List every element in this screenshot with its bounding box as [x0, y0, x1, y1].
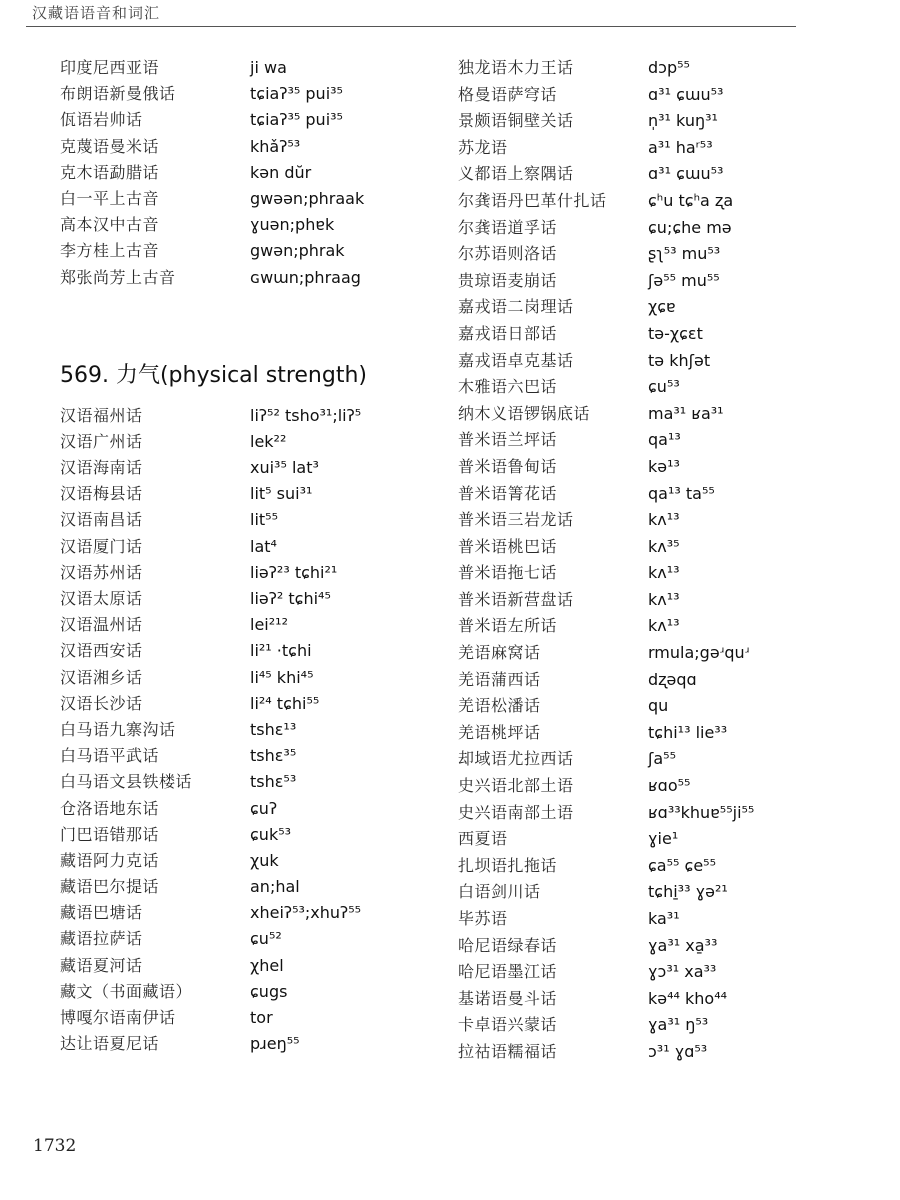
- phonetic-form: xui³⁵ lat³: [250, 458, 319, 478]
- phonetic-form: ji wa: [250, 58, 287, 77]
- language-name: 景颇语铜壁关话: [458, 111, 574, 131]
- language-name: 汉语太原话: [60, 589, 143, 608]
- language-name: 达让语夏尼话: [60, 1034, 160, 1054]
- entry-row: [458, 587, 878, 614]
- section-title: 569. 力气(physical strength): [60, 362, 367, 388]
- language-name: 汉语湘乡话: [60, 667, 143, 687]
- entry-row: [458, 800, 878, 827]
- phonetic-form: kʌ¹³: [648, 563, 680, 583]
- entry-row: [458, 534, 878, 561]
- phonetic-form: ɣa³¹ ŋ⁵³: [648, 1015, 709, 1035]
- language-name: 白语剑川话: [458, 882, 541, 902]
- phonetic-form: ka³¹: [648, 909, 680, 928]
- phonetic-form: li²⁴ tɕhi⁵⁵: [250, 693, 320, 713]
- entry-row: [458, 294, 878, 321]
- language-name: 扎坝语扎拖话: [458, 855, 558, 875]
- phonetic-form: li²¹ ·tɕhi: [250, 641, 312, 661]
- phonetic-form: lit⁵⁵: [250, 510, 278, 530]
- entry-row: [60, 1031, 440, 1057]
- entry-row: [458, 188, 878, 215]
- language-name: 汉语梅县话: [60, 484, 143, 504]
- entry-list-right: [458, 55, 878, 1066]
- entry-row: [458, 640, 878, 667]
- entry-row: [60, 822, 440, 848]
- entry-row: [458, 268, 878, 295]
- phonetic-form: liəʔ² tɕhi⁴⁵: [250, 589, 331, 608]
- header-rule: [26, 26, 796, 27]
- language-name: 独龙语木力王话: [458, 58, 574, 77]
- entry-row: [458, 1012, 878, 1039]
- language-name: 普米语箐花话: [458, 483, 558, 503]
- language-name: 汉语长沙话: [60, 693, 143, 713]
- phonetic-form: tshɛ⁵³: [250, 772, 297, 792]
- phonetic-form: tor: [250, 1008, 273, 1027]
- phonetic-form: ɣie¹: [648, 829, 679, 849]
- language-name: 西夏语: [458, 829, 508, 849]
- language-name: 普米语新营盘话: [458, 589, 574, 609]
- language-name: 高本汉中古音: [60, 215, 160, 235]
- language-name: 克蔑语曼米话: [60, 136, 160, 156]
- phonetic-form: ʁɑo⁵⁵: [648, 776, 691, 796]
- entry-row: [60, 238, 440, 264]
- language-name: 汉语海南话: [60, 458, 143, 478]
- language-name: 普米语鲁甸话: [458, 456, 558, 476]
- language-name: 汉语厦门话: [60, 536, 143, 556]
- entry-row: [60, 796, 440, 822]
- language-name: 尔龚语丹巴革什扎话: [458, 190, 607, 210]
- language-name: 白马语平武话: [60, 746, 160, 766]
- entry-row: [60, 134, 440, 160]
- language-name: 汉语苏州话: [60, 562, 143, 582]
- phonetic-form: tɕiaʔ³⁵ pui³⁵: [250, 110, 343, 130]
- language-name: 普米语拖七话: [458, 563, 558, 583]
- language-name: 白一平上古音: [60, 188, 160, 208]
- language-name: 羌语麻窝话: [458, 643, 541, 663]
- language-name: 羌语蒲西话: [458, 669, 541, 689]
- entry-row: [458, 401, 878, 428]
- language-name: 李方桂上古音: [60, 241, 160, 261]
- phonetic-form: ʂʅ⁵³ mu⁵³: [648, 244, 721, 264]
- entry-row: [60, 55, 440, 81]
- phonetic-form: ɑ³¹ ɕɯu⁵³: [648, 84, 724, 104]
- phonetic-form: ɕu⁵³: [648, 377, 680, 397]
- language-name: 哈尼语绿春话: [458, 935, 558, 955]
- phonetic-form: ʃa⁵⁵: [648, 749, 677, 769]
- phonetic-form: ɣɔ³¹ xa³³: [648, 962, 717, 982]
- entry-row: [60, 979, 440, 1005]
- language-name: 普米语左所话: [458, 616, 558, 636]
- phonetic-form: dɔp⁵⁵: [648, 58, 690, 77]
- language-name: 藏文（书面藏语）: [60, 981, 193, 1001]
- entry-row: [60, 874, 440, 900]
- running-header: 汉藏语语音和词汇: [32, 4, 161, 22]
- entry-row: [458, 82, 878, 109]
- entry-row: [60, 612, 440, 638]
- phonetic-form: kən dŭr: [250, 162, 312, 182]
- phonetic-form: li⁴⁵ khi⁴⁵: [250, 667, 314, 687]
- language-name: 毕苏语: [458, 909, 508, 928]
- phonetic-form: ɕa⁵⁵ ɕe⁵⁵: [648, 855, 716, 875]
- entry-row: [458, 55, 878, 82]
- entry-row: [60, 507, 440, 533]
- language-name: 苏龙语: [458, 137, 508, 157]
- language-name: 拉祜语糯福话: [458, 1041, 558, 1061]
- phonetic-form: n̩³¹ kuŋ³¹: [648, 111, 718, 131]
- language-name: 尔苏语则洛话: [458, 244, 558, 264]
- phonetic-form: ɕu⁵²: [250, 929, 282, 949]
- language-name: 哈尼语墨江话: [458, 962, 558, 982]
- phonetic-form: ʁɑ³³khuɐ⁵⁵ji⁵⁵: [648, 802, 755, 822]
- entry-row: [60, 81, 440, 107]
- phonetic-form: lat⁴: [250, 536, 277, 556]
- phonetic-form: rmula;gəʴquʴ: [648, 643, 750, 663]
- language-name: 卡卓语兴蒙话: [458, 1015, 558, 1035]
- entry-row: [458, 374, 878, 401]
- entry-row: [60, 665, 440, 691]
- page-number: 1732: [33, 1136, 77, 1156]
- entry-row: [458, 986, 878, 1013]
- language-name: 佤语岩帅话: [60, 110, 143, 130]
- language-name: 仓洛语地东话: [60, 798, 160, 818]
- phonetic-form: ɣuən;phɐk: [250, 215, 335, 235]
- entry-row: [60, 265, 440, 291]
- phonetic-form: xheiʔ⁵³;xhuʔ⁵⁵: [250, 903, 362, 923]
- phonetic-form: liəʔ²³ tɕhi²¹: [250, 562, 338, 582]
- language-name: 藏语拉萨话: [60, 929, 143, 949]
- entry-row: [458, 161, 878, 188]
- language-name: 史兴语北部土语: [458, 776, 574, 796]
- language-name: 格曼语萨穹话: [458, 84, 558, 104]
- language-name: 木雅语六巴话: [458, 377, 558, 397]
- entry-row: [60, 743, 440, 769]
- phonetic-form: kʌ¹³: [648, 616, 680, 636]
- phonetic-form: kə¹³: [648, 456, 680, 476]
- entry-row: [458, 427, 878, 454]
- entry-row: [60, 534, 440, 560]
- phonetic-form: gwəən;phraak: [250, 188, 365, 208]
- language-name: 嘉戎语日部话: [458, 323, 558, 343]
- entry-row: [458, 241, 878, 268]
- entry-row: [458, 959, 878, 986]
- language-name: 嘉戎语二岗理话: [458, 297, 574, 317]
- phonetic-form: ɕuk⁵³: [250, 824, 292, 844]
- entry-row: [60, 403, 440, 429]
- phonetic-form: ɕʰu tɕʰa ʐa: [648, 190, 734, 210]
- entry-row: [60, 429, 440, 455]
- language-name: 羌语桃坪话: [458, 722, 541, 742]
- phonetic-form: tə khʃət: [648, 350, 711, 370]
- entry-row: [458, 481, 878, 508]
- phonetic-form: kʌ³⁵: [648, 536, 680, 556]
- entry-row: [458, 1039, 878, 1066]
- entry-row: [60, 212, 440, 238]
- entry-row: [458, 746, 878, 773]
- entry-row: [60, 769, 440, 795]
- entry-row: [60, 953, 440, 979]
- entry-row: [60, 848, 440, 874]
- phonetic-form: qa¹³: [648, 430, 681, 450]
- phonetic-form: tə-χɕɛt: [648, 323, 703, 343]
- entry-list-continued: [60, 55, 440, 291]
- phonetic-form: tɕhi¹³ lie³³: [648, 722, 728, 742]
- entry-row: [60, 455, 440, 481]
- entry-list-strength: [60, 403, 440, 1058]
- phonetic-form: ɑ³¹ ɕɯu⁵³: [648, 164, 724, 184]
- phonetic-form: liʔ⁵² tsho³¹;liʔ⁵: [250, 405, 362, 425]
- entry-row: [60, 586, 440, 612]
- language-name: 藏语巴塘话: [60, 903, 143, 923]
- language-name: 基诺语曼斗话: [458, 988, 558, 1008]
- language-name: 藏语阿力克话: [60, 850, 160, 870]
- language-name: 普米语三岩龙话: [458, 510, 574, 530]
- language-name: 克木语勐腊话: [60, 162, 160, 182]
- language-name: 纳木义语锣锅底话: [458, 403, 591, 423]
- language-name: 羌语松潘话: [458, 696, 541, 716]
- language-name: 史兴语南部土语: [458, 802, 574, 822]
- language-name: 嘉戎语卓克基话: [458, 350, 574, 370]
- phonetic-form: χɕɐ: [648, 297, 676, 317]
- phonetic-form: ɕuʔ: [250, 798, 278, 818]
- entry-row: [458, 773, 878, 800]
- phonetic-form: ɔ³¹ ɣɑ⁵³: [648, 1041, 708, 1061]
- phonetic-form: a³¹ haʳ⁵³: [648, 137, 713, 157]
- entry-row: [60, 638, 440, 664]
- phonetic-form: qu: [648, 696, 669, 716]
- phonetic-form: tɕiaʔ³⁵ pui³⁵: [250, 84, 343, 104]
- entry-row: [458, 667, 878, 694]
- phonetic-form: kʌ¹³: [648, 589, 680, 609]
- language-name: 贵琼语麦崩话: [458, 270, 558, 290]
- entry-row: [60, 900, 440, 926]
- phonetic-form: dʐəqɑ: [648, 669, 697, 689]
- phonetic-form: tshɛ¹³: [250, 719, 297, 739]
- phonetic-form: tshɛ³⁵: [250, 746, 297, 766]
- entry-row: [458, 454, 878, 481]
- phonetic-form: ɣa³¹ xa̱³³: [648, 935, 718, 955]
- language-name: 印度尼西亚语: [60, 58, 160, 77]
- entry-row: [60, 186, 440, 212]
- right-column: [458, 55, 878, 1066]
- language-name: 门巴语错那话: [60, 824, 160, 844]
- language-name: 汉语南昌话: [60, 510, 143, 530]
- entry-row: [458, 108, 878, 135]
- entry-row: [458, 215, 878, 242]
- phonetic-form: ɕugs: [250, 981, 288, 1001]
- entry-row: [60, 107, 440, 133]
- phonetic-form: gwən;phrak: [250, 241, 345, 261]
- language-name: 藏语夏河话: [60, 955, 143, 975]
- entry-row: [458, 906, 878, 933]
- entry-row: [458, 693, 878, 720]
- phonetic-form: kə⁴⁴ kho⁴⁴: [648, 988, 728, 1008]
- phonetic-form: tɕhi̱³³ ɣə²¹: [648, 882, 728, 902]
- language-name: 普米语桃巴话: [458, 536, 558, 556]
- entry-row: [458, 507, 878, 534]
- entry-row: [60, 926, 440, 952]
- entry-row: [458, 560, 878, 587]
- entry-row: [458, 720, 878, 747]
- entry-row: [60, 481, 440, 507]
- phonetic-form: χuk: [250, 850, 279, 870]
- phonetic-form: ʃə⁵⁵ mu⁵⁵: [648, 270, 720, 290]
- entry-row: [458, 933, 878, 960]
- language-name: 白马语九寨沟话: [60, 719, 176, 739]
- entry-row: [458, 613, 878, 640]
- phonetic-form: pɹeŋ⁵⁵: [250, 1034, 300, 1054]
- language-name: 汉语福州话: [60, 405, 143, 425]
- entry-row: [458, 135, 878, 162]
- phonetic-form: lek²²: [250, 431, 287, 451]
- entry-row: [60, 560, 440, 586]
- language-name: 布朗语新曼俄话: [60, 84, 176, 104]
- language-name: 义都语上察隅话: [458, 164, 574, 184]
- entry-row: [60, 691, 440, 717]
- entry-row: [60, 717, 440, 743]
- entry-row: [458, 321, 878, 348]
- entry-row: [60, 160, 440, 186]
- phonetic-form: ɕu;ɕhe mə: [648, 217, 732, 237]
- language-name: 藏语巴尔提话: [60, 877, 160, 897]
- language-name: 汉语温州话: [60, 615, 143, 635]
- left-column: [60, 55, 440, 1057]
- phonetic-form: qa¹³ ta⁵⁵: [648, 483, 715, 503]
- language-name: 普米语兰坪话: [458, 430, 558, 450]
- phonetic-form: ma³¹ ʁa³¹: [648, 403, 724, 423]
- entry-row: [458, 348, 878, 375]
- phonetic-form: an;hal: [250, 877, 300, 897]
- language-name: 郑张尚芳上古音: [60, 267, 176, 287]
- language-name: 汉语西安话: [60, 641, 143, 661]
- phonetic-form: lit⁵ sui³¹: [250, 484, 313, 504]
- phonetic-form: lei²¹²: [250, 615, 288, 635]
- entry-row: [60, 1005, 440, 1031]
- language-name: 尔龚语道孚话: [458, 217, 558, 237]
- language-name: 却域语尤拉西话: [458, 749, 574, 769]
- language-name: 白马语文县铁楼话: [60, 772, 193, 792]
- phonetic-form: ɢwɯn;phraag: [250, 267, 361, 287]
- phonetic-form: χhel: [250, 955, 284, 975]
- entry-row: [458, 853, 878, 880]
- language-name: 汉语广州话: [60, 431, 143, 451]
- language-name: 博嘎尔语南伊话: [60, 1008, 176, 1027]
- entry-row: [458, 879, 878, 906]
- phonetic-form: khǎʔ⁵³: [250, 136, 301, 156]
- entry-row: [458, 826, 878, 853]
- phonetic-form: kʌ¹³: [648, 510, 680, 530]
